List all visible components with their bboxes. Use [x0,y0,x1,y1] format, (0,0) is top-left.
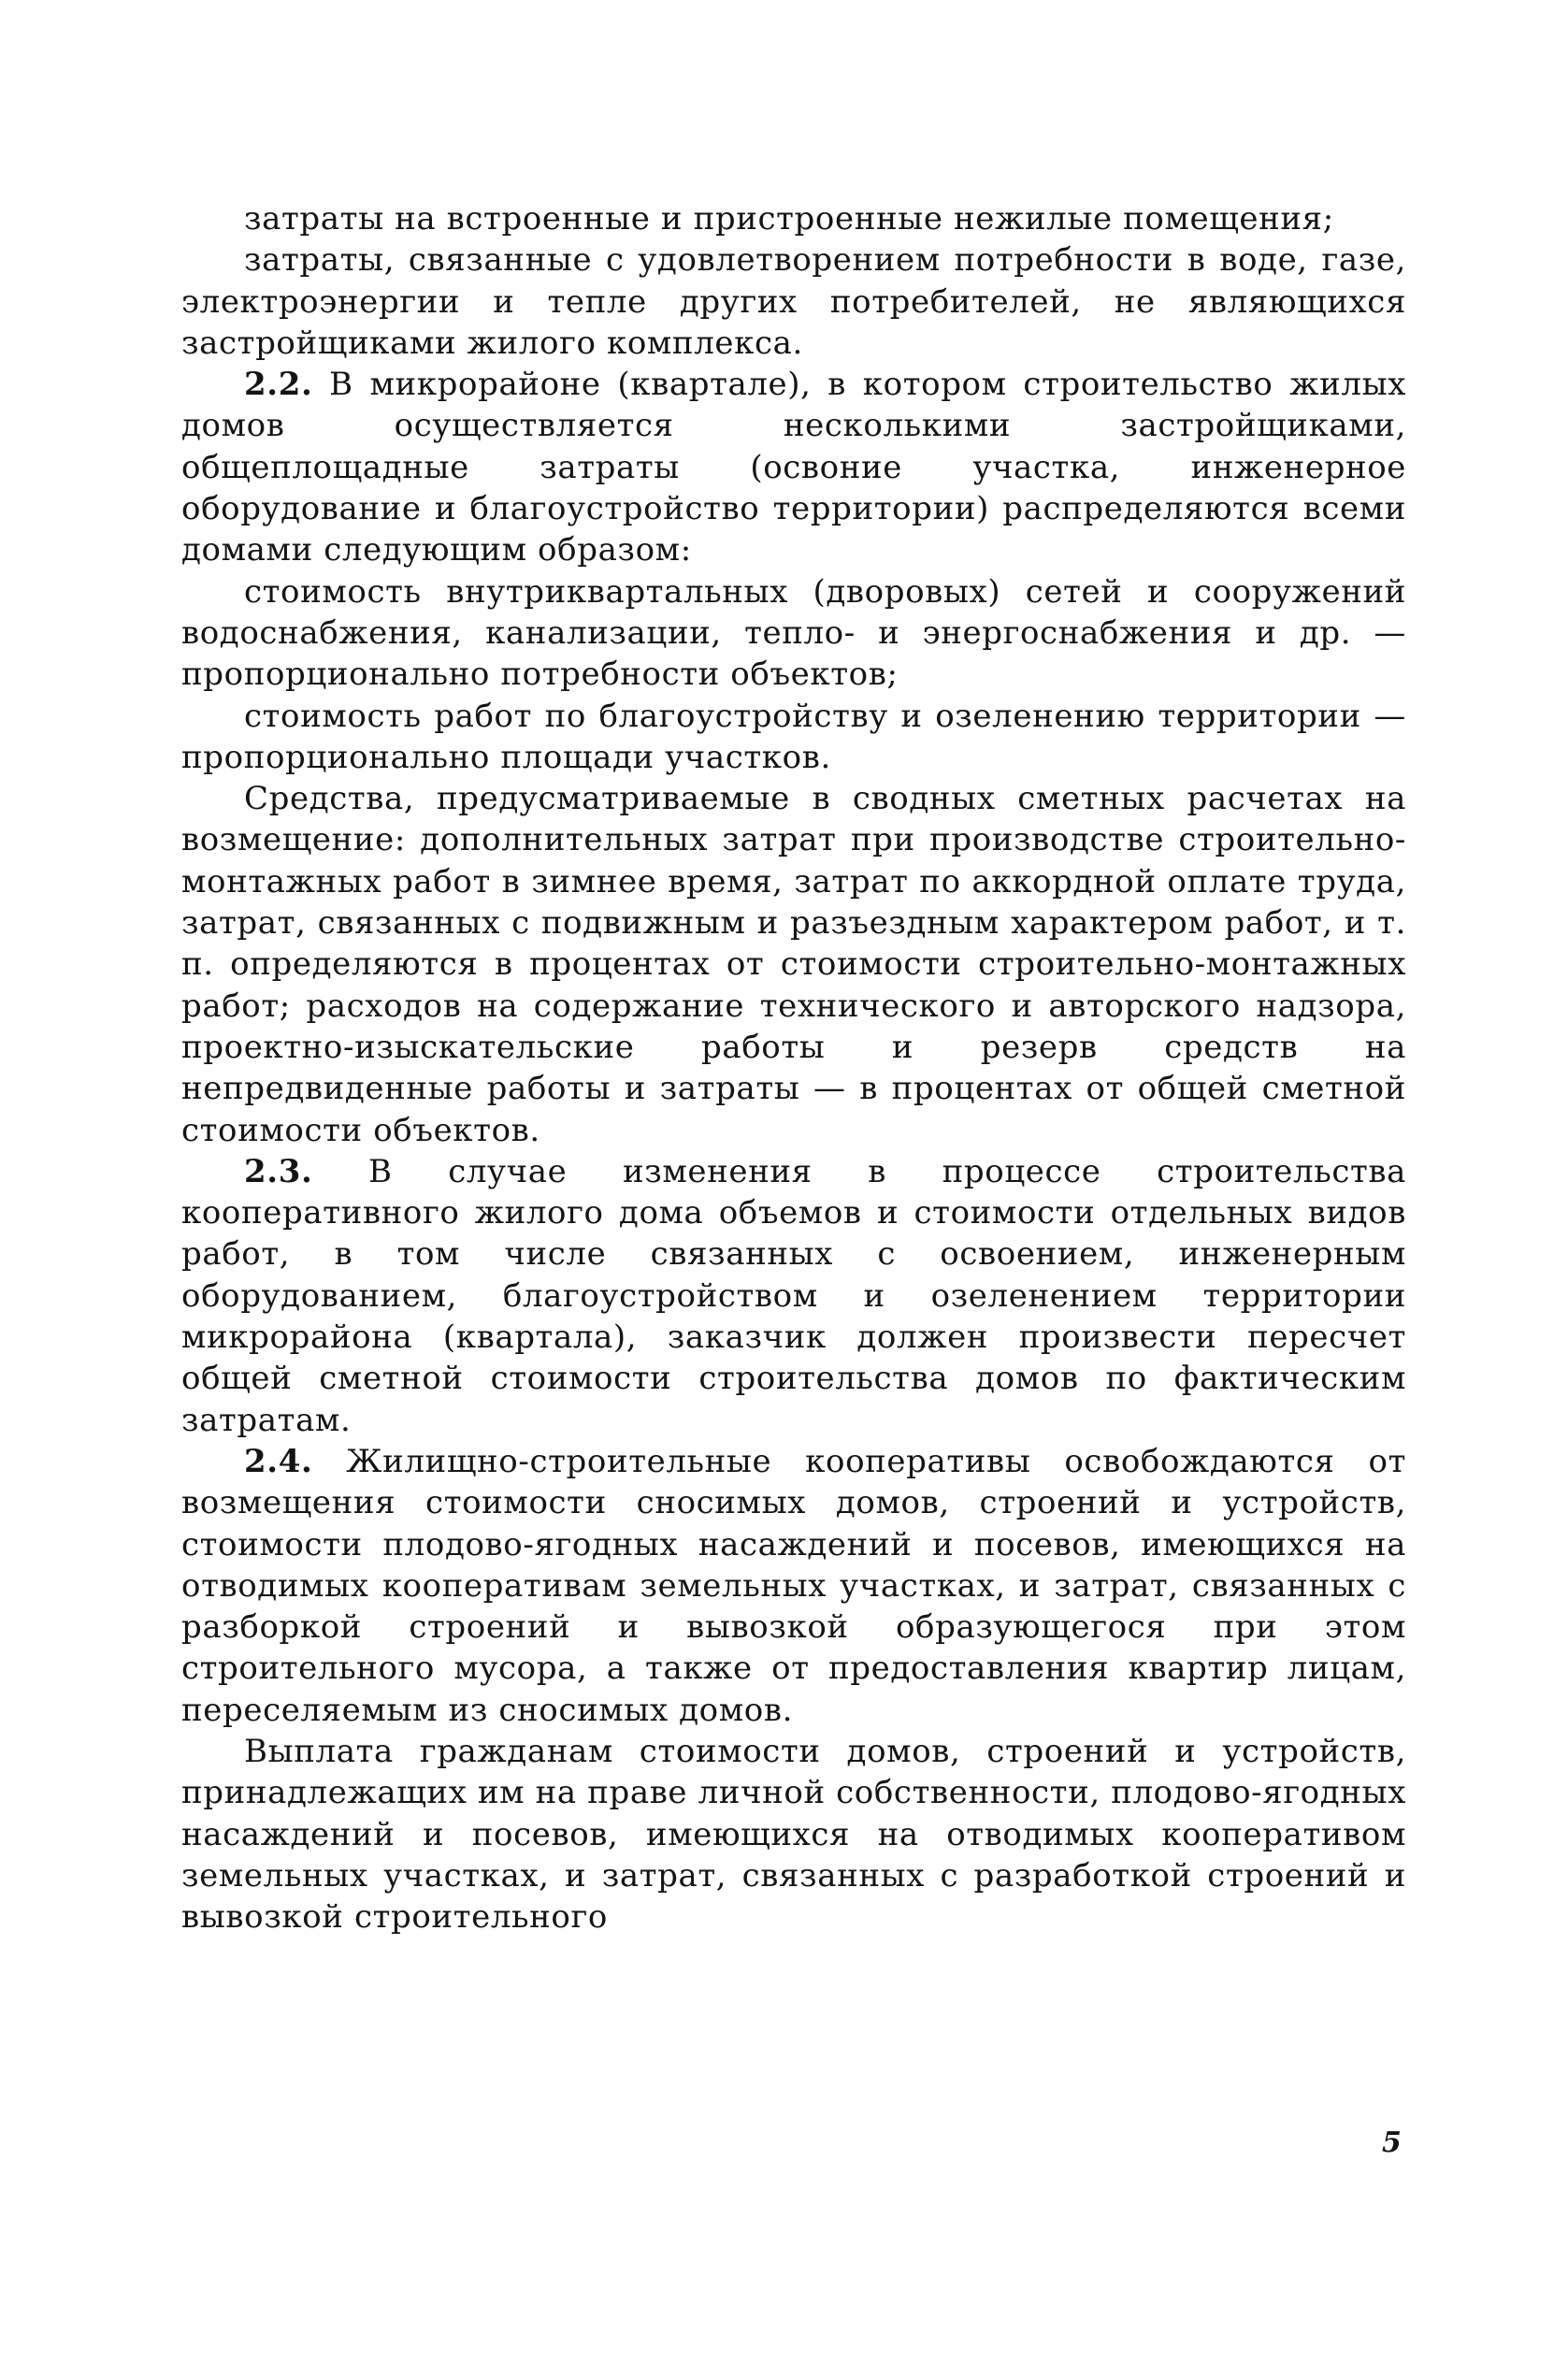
paragraph [181,198,1406,239]
page-number: 5 [1382,2126,1402,2159]
body-text [181,198,1406,1938]
paragraph [181,778,1406,1151]
paragraph [181,1731,1406,1938]
section-number: 2.3. [244,1152,313,1190]
paragraph-text: В случае изменения в процессе строительства кооперативного жилого дома объемов и стоимости отдельных видов работ, в том числе связанных с освоением, инженерным оборудованием, благоустройством и озеленением территории микрорайона (квартала), заказчик должен произвести пересчет общей сметной стоимости строительства домов по фактическим затратам. [181,1152,1406,1439]
paragraph-text: затраты на встроенные и пристроенные нежилые помещения; [244,200,1334,238]
paragraph-text: Жилищно-строительные кооперативы освобождаются от возмещения стоимости сносимых домов, строений и устройств, стоимости плодово-ягодных насаждений и посевов, имеющихся на отводимых кооперативам земельных участках, и затрат, связанных с разборкой строений и вывозкой образующегося при этом строительного мусора, а также от предоставления квартир лицам, переселяемым из сносимых домов. [181,1442,1406,1729]
section-number: 2.4. [244,1442,313,1480]
paragraph-text: Выплата гражданам стоимости домов, строений и устройств, принадлежащих им на праве личной собственности, плодово-ягодных насаждений и посевов, имеющихся на отводимых кооперативом земельных участках, и затрат, связанных с разработкой строений и вывозкой строительного [181,1732,1406,1937]
paragraph [181,696,1406,779]
paragraph [181,571,1406,696]
paragraph-text: В микрорайоне (квартале), в котором строительство жилых домов осуществляется несколькими застройщиками, общеплощадные затраты (освоние участка, инженерное оборудование и благоустройство территории) распределяются всеми домами следующим образом: [181,366,1406,569]
paragraph [181,1441,1406,1731]
section-number: 2.2. [244,366,313,404]
paragraph [181,239,1406,364]
paragraph-text: стоимость внутриквартальных (дворовых) сетей и сооружений водоснабжения, канализации, тепло- и энергоснабжения и др. — пропорционально потребности объектов; [181,572,1406,694]
paragraph-text: стоимость работ по благоустройству и озеленению территории — пропорционально площади участков. [181,697,1406,776]
paragraph-text: Средства, предусматриваемые в сводных сметных расчетах на возмещение: дополнительных затрат при производстве строительно-монтажных работ в зимнее время, затрат по аккордной оплате труда, затрат, связанных с подвижным и разъездным характером работ, и т. п. определяются в процентах от стоимости строительно-монтажных работ; расходов на содержание технического и авторского надзора, проектно-изыскательские работы и резерв средств на непредвиденные работы и затраты — в процентах от общей сметной стоимости объектов. [181,780,1406,1149]
paragraph-text: затраты, связанные с удовлетворением потребности в воде, газе, электроэнергии и тепле других потребителей, не являющихся застройщиками жилого комплекса. [181,241,1406,362]
paragraph [181,364,1406,570]
paragraph [181,1151,1406,1441]
